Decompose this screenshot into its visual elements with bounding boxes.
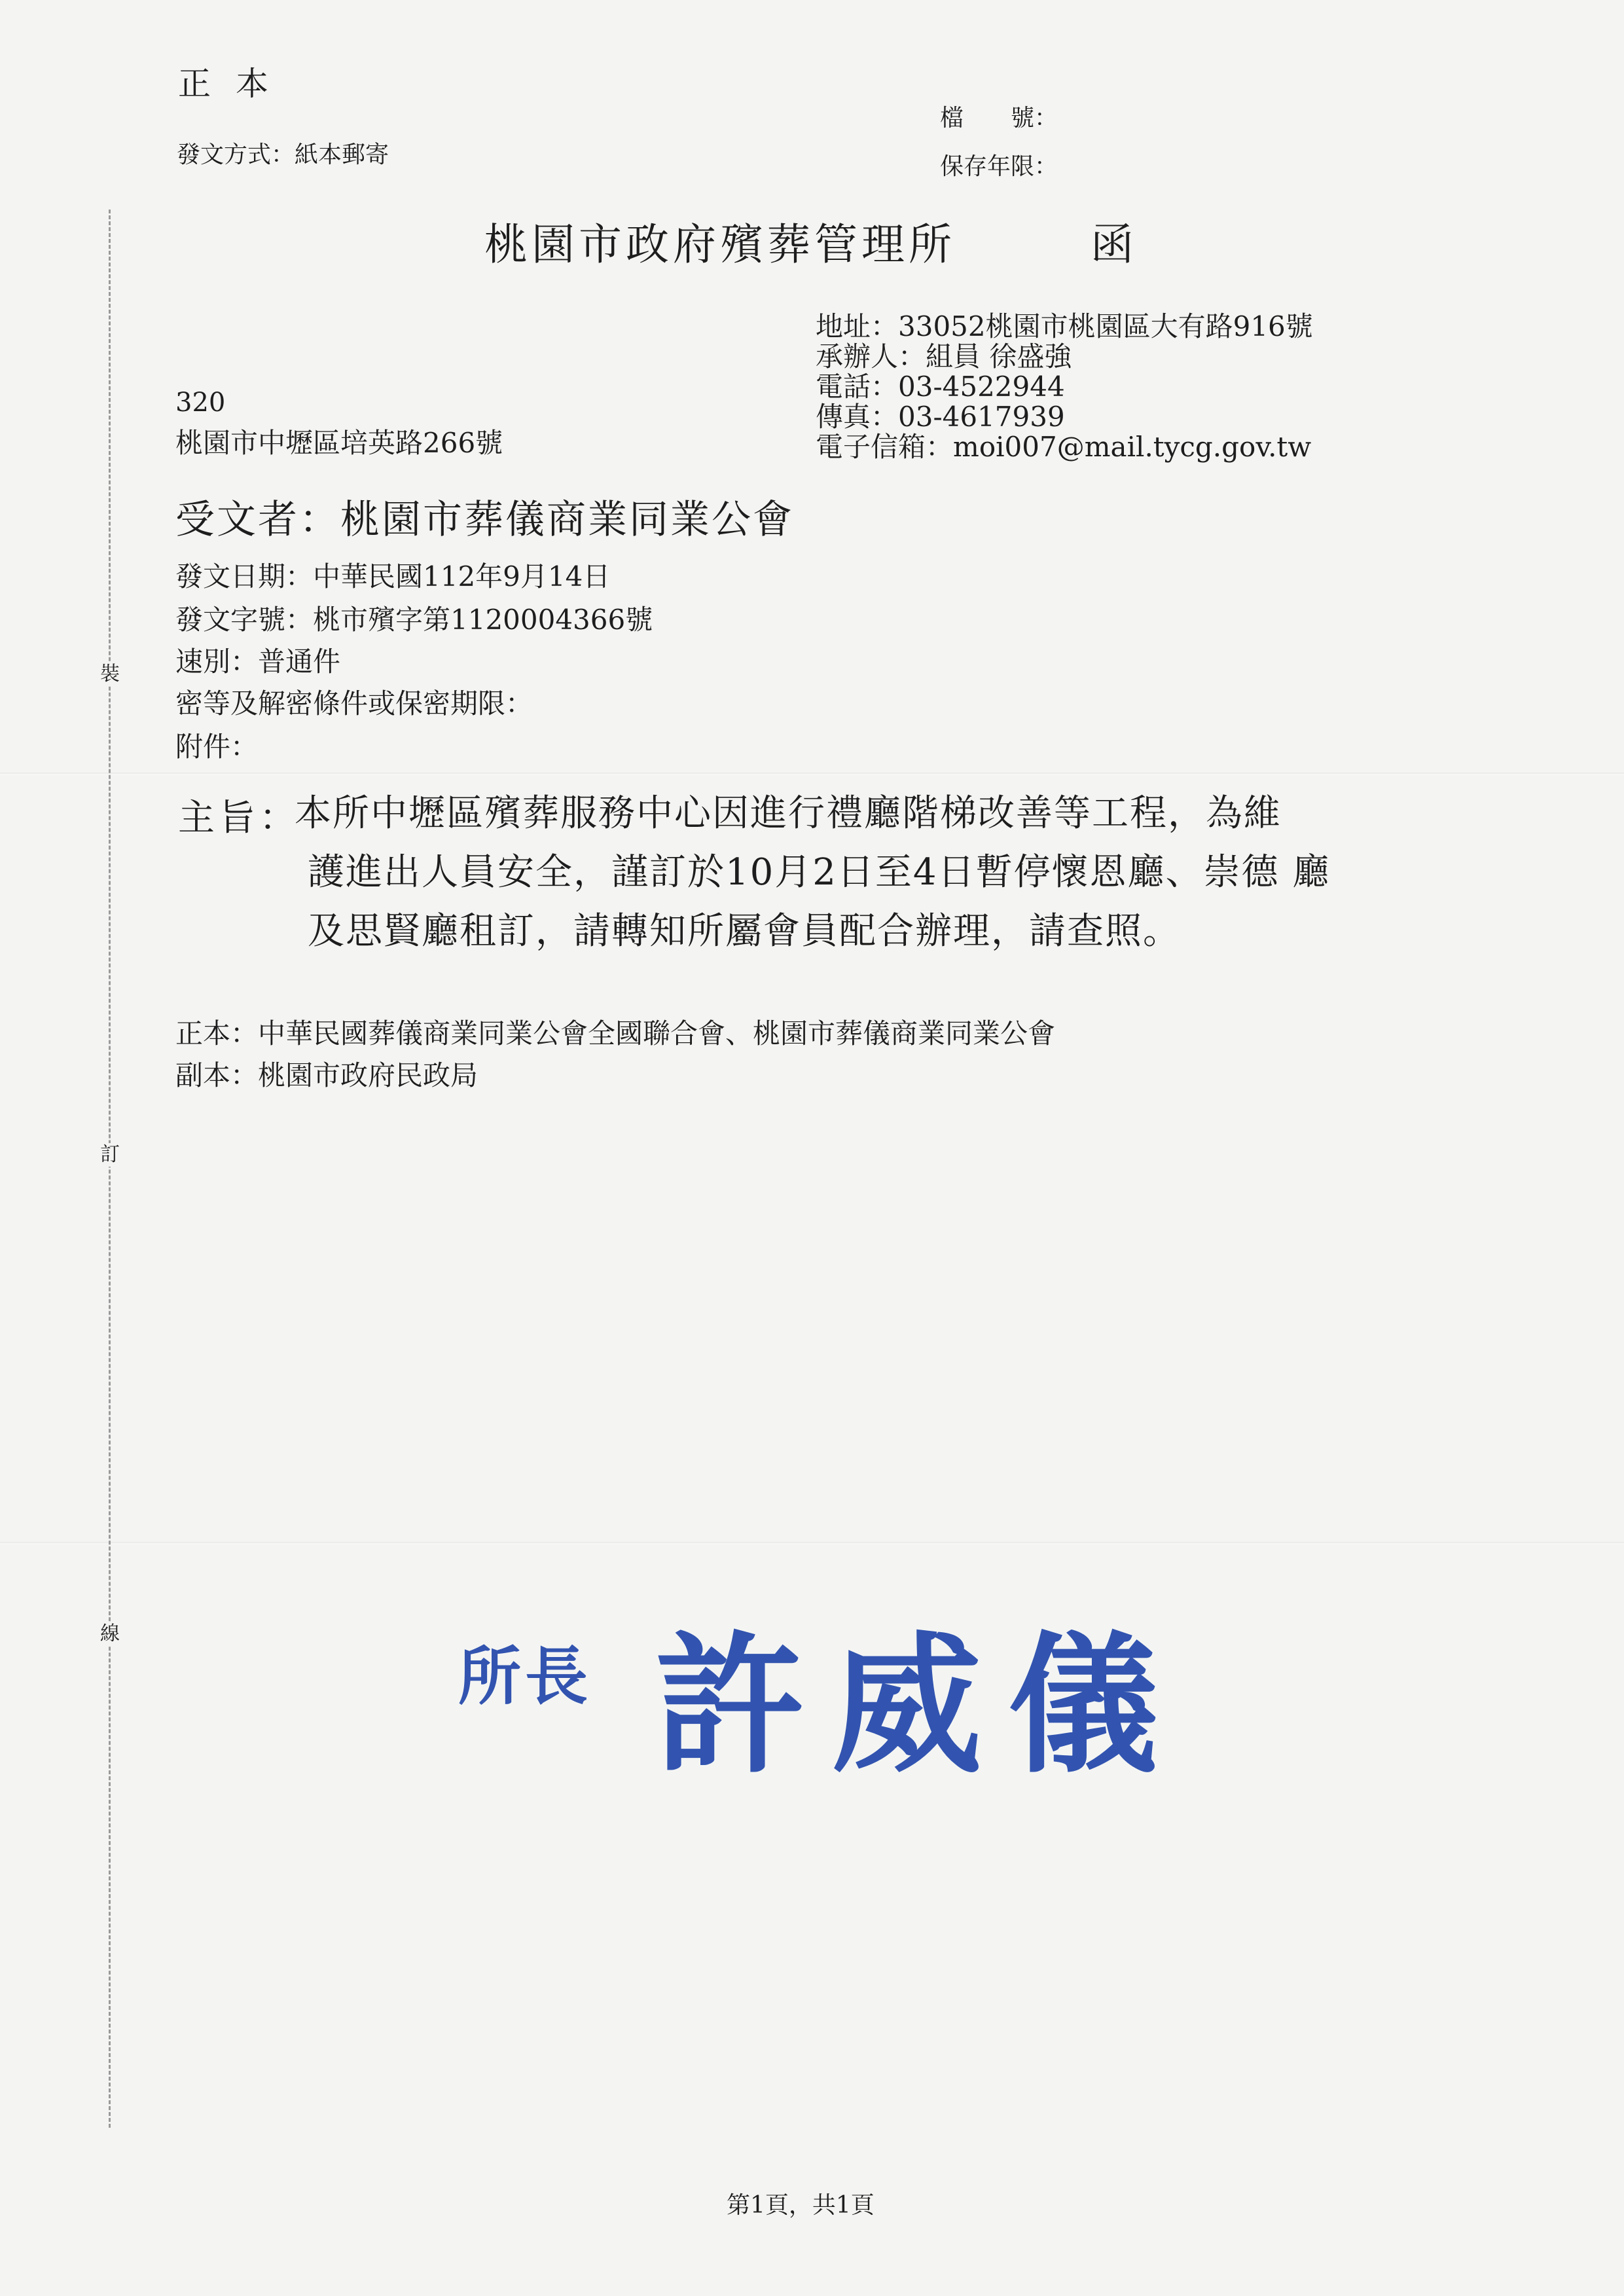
- binding-mark-xian: 線: [98, 1622, 122, 1646]
- mailing-address: 桃園市中壢區培英路266號: [175, 427, 503, 459]
- binding-mark-zhuang: 裝: [98, 663, 122, 686]
- contact-handler: 承辦人：組員 徐盛強: [816, 340, 1072, 373]
- document-kind: 函: [1091, 219, 1134, 270]
- attachment: 附件：: [175, 731, 259, 763]
- contact-phone: 電話：03-4522944: [816, 371, 1065, 403]
- binding-mark-ding: 訂: [98, 1143, 122, 1167]
- send-method: 發文方式：紙本郵寄: [177, 141, 389, 168]
- contact-email: 電子信箱：moi007@mail.tycg.gov.tw: [816, 431, 1312, 463]
- subject-body: [295, 784, 1466, 961]
- copy-type-label: 正本: [178, 65, 293, 103]
- signature-title-stamp: 所長: [458, 1640, 592, 1713]
- file-number-label: 檔 號：: [940, 105, 1058, 132]
- recipient: 受文者：桃園市葬儀商業同業公會: [175, 497, 794, 543]
- original-recipients: 正本：中華民國葬儀商業同業公會全國聯合會、桃園市葬儀商業同業公會: [175, 1017, 1056, 1049]
- subject-line: 護進出人員安全，謹訂於10月2日至4日暫停懷恩廳、崇德 廳: [308, 851, 1331, 894]
- subject-line: 及思賢廳租訂，請轉知所屬會員配合辦理，請查照。: [308, 910, 1181, 953]
- mailing-zip: 320: [175, 388, 226, 418]
- page-number: 第1頁，共1頁: [727, 2192, 875, 2219]
- subject-line: 本所中壢區殯葬服務中心因進行禮廳階梯改善等工程，為維: [295, 792, 1282, 835]
- paper-fold-line: [0, 1542, 1624, 1544]
- copy-recipients: 副本：桃園市政府民政局: [175, 1059, 478, 1091]
- secrecy-level: 密等及解密條件或保密期限：: [175, 687, 533, 720]
- delivery-speed: 速別：普通件: [175, 646, 341, 678]
- retention-period-label: 保存年限：: [940, 153, 1058, 180]
- subject-label: 主旨：: [178, 797, 300, 839]
- paper-fold-line: [0, 773, 1624, 775]
- contact-fax: 傳真：03-4617939: [816, 401, 1065, 433]
- document-number: 發文字號：桃市殯字第1120004366號: [175, 604, 653, 636]
- agency-title: 桃園市政府殯葬管理所: [484, 219, 956, 270]
- binding-dashed-line: [109, 210, 111, 2128]
- issue-date: 發文日期：中華民國112年9月14日: [175, 560, 611, 592]
- signature-name-stamp: 許威儀: [655, 1617, 1185, 1794]
- contact-address: 地址：33052桃園市桃園區大有路916號: [816, 310, 1313, 342]
